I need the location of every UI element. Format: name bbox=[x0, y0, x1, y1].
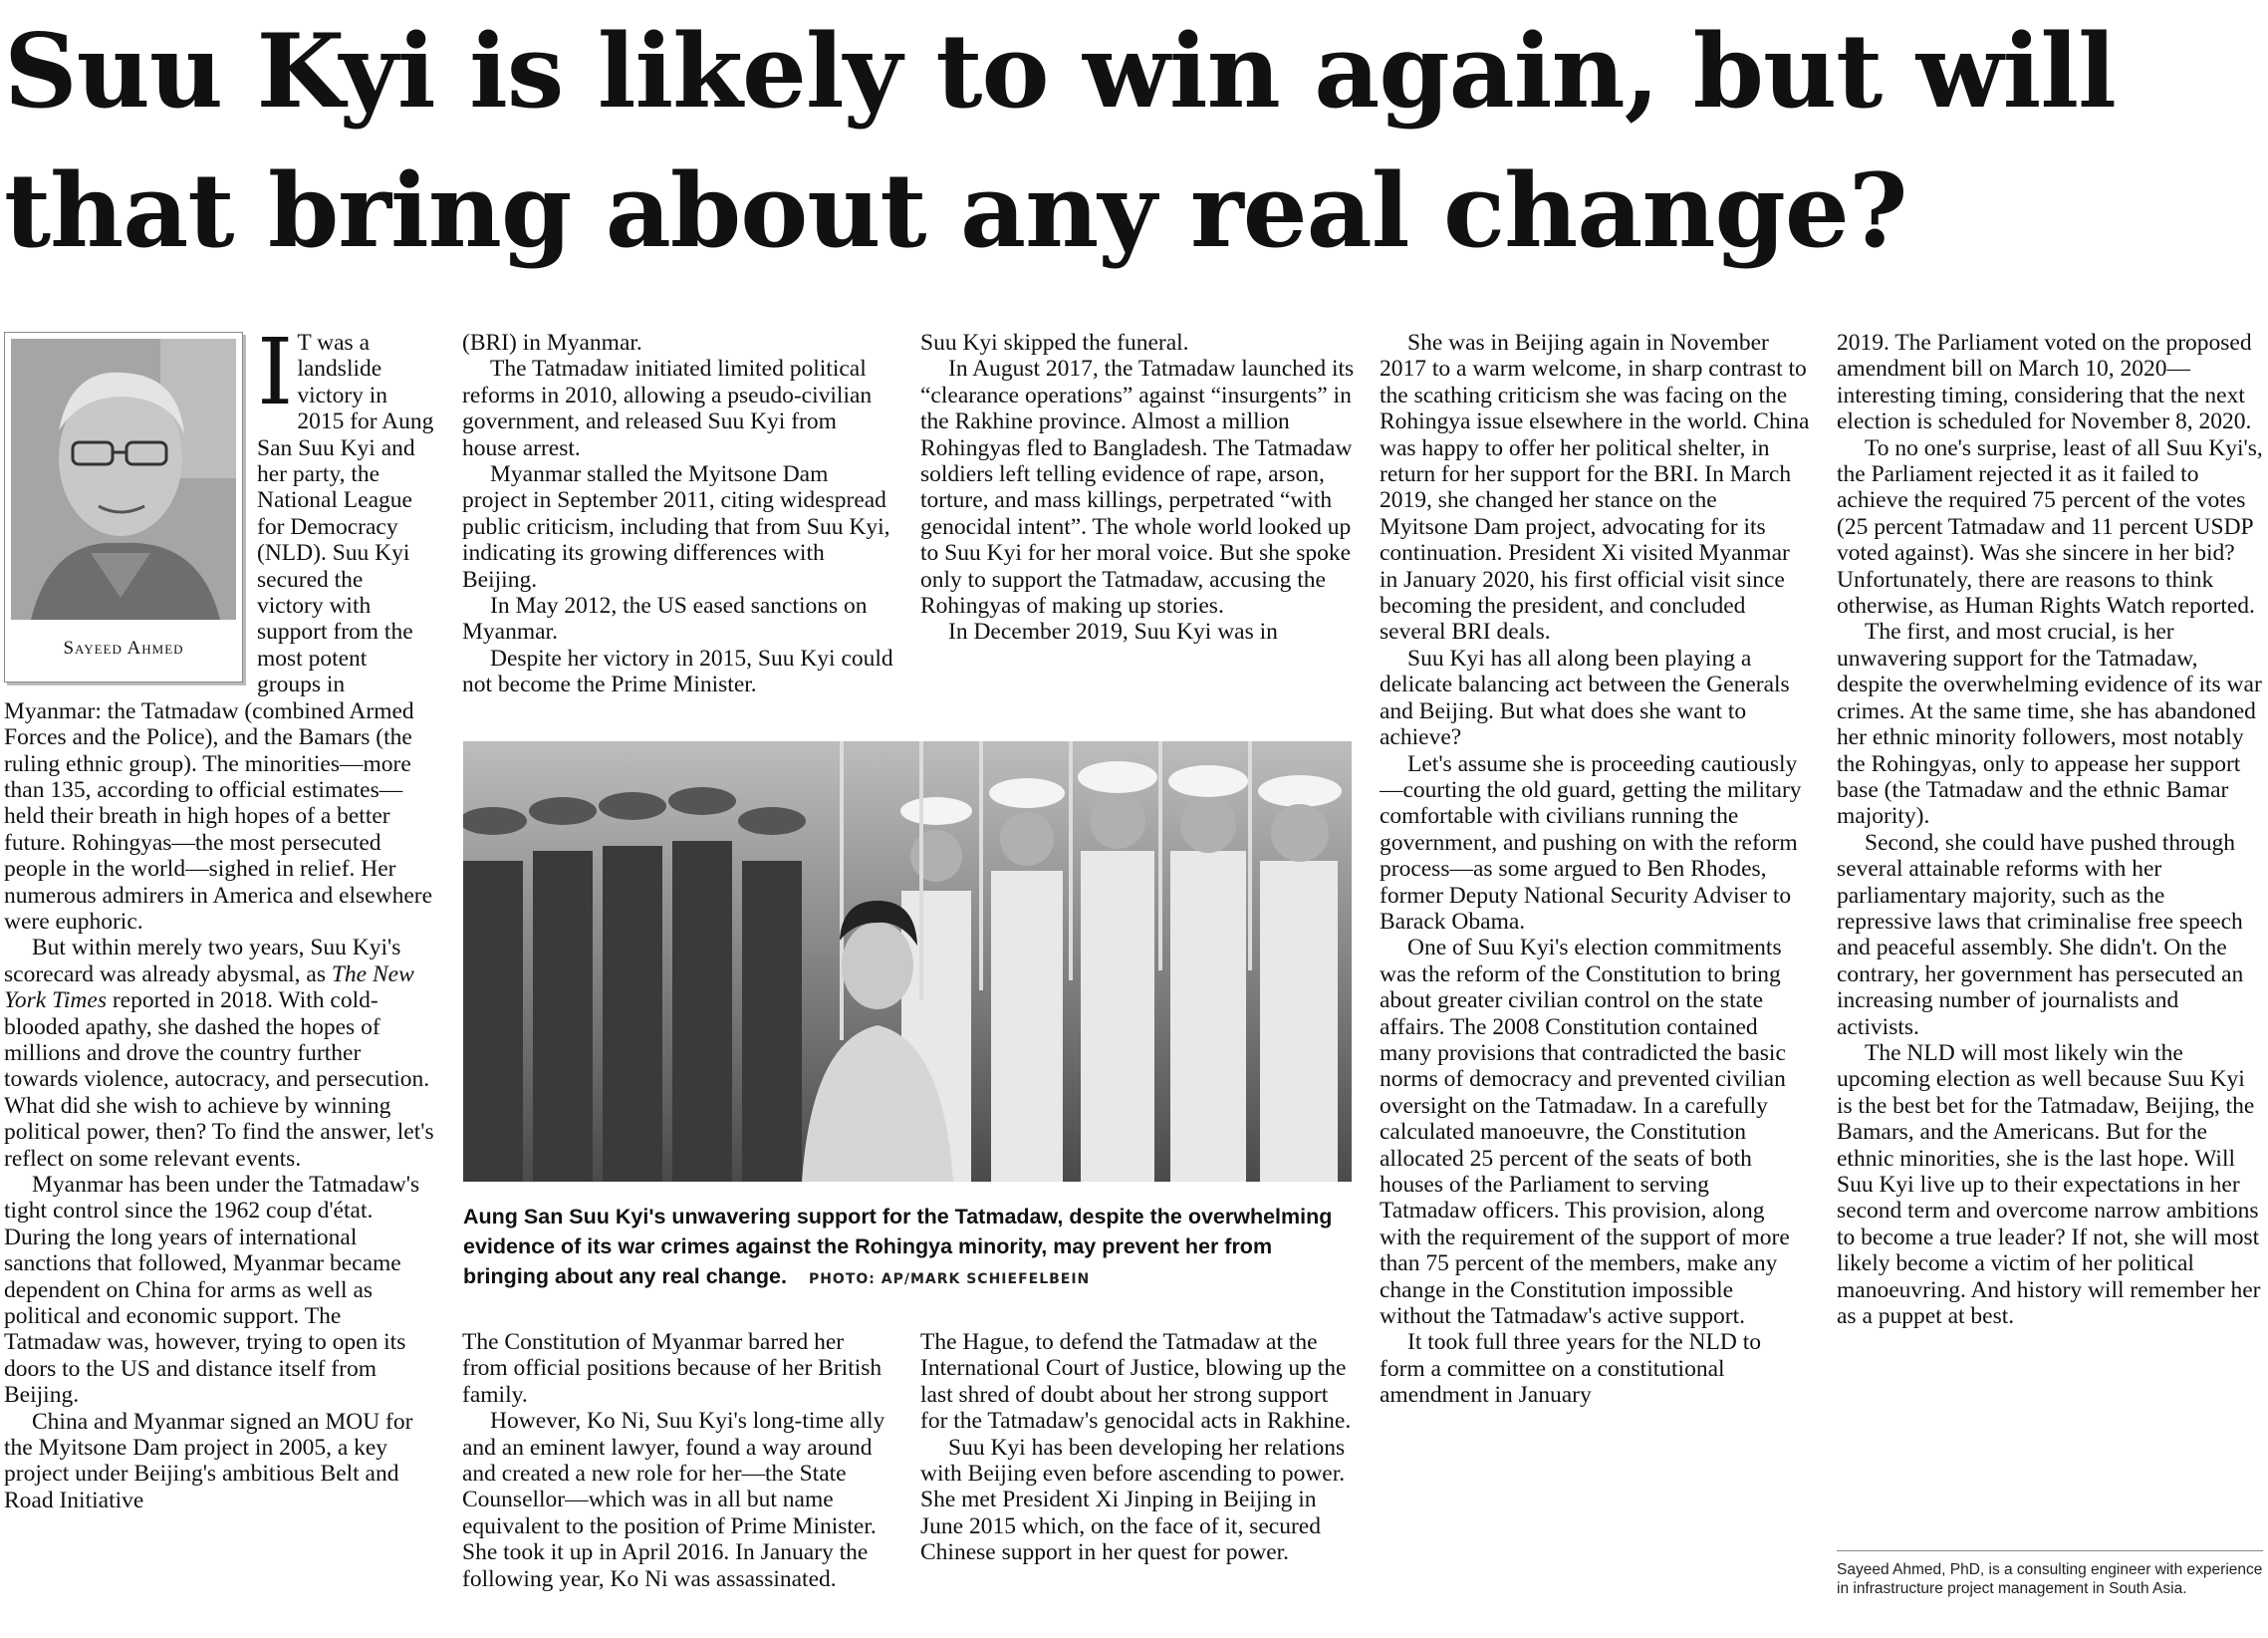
bio-divider bbox=[1837, 1550, 2263, 1551]
paragraph: The Hague, to defend the Tatmadaw at the International Court of Justice, blowing up the last shred of doubt about her strong support for the Tatmadaw's genocidal acts in Rakhine. bbox=[920, 1329, 1352, 1435]
headline bbox=[4, 2, 2265, 281]
paragraph: In December 2019, Suu Kyi was in bbox=[948, 619, 1278, 646]
paragraph: The Tatmadaw initiated limited political reforms in 2010, allowing a pseudo-civilian government, and released Suu Kyi from house arrest. bbox=[462, 356, 873, 461]
drop-cap: I bbox=[257, 330, 294, 425]
author-bio: Sayeed Ahmed, PhD, is a consulting engineer with experience in infrastructure project management in South Asia. bbox=[1837, 1561, 2263, 1597]
paragraph: One of Suu Kyi's election commitments was the reform of the Constitution to bring about greater civilian control on the state affairs. The 2008 Constitution contained many provisions that contradicted the basic norms of democracy and prevented civilian oversight on the Tatmadaw. In a carefully calculated manoeuvre, the Constitution allocated 25 percent of the seats of both houses of the Parliament to serving Tatmadaw officers. This provision, along with the requirement of the support of more than 75 percent of the members, make any change in the Constitution impossible without the Tatmadaw's active support. bbox=[1380, 935, 1790, 1330]
paragraph: It took full three years for the NLD to form a committee on a constitutional amendment in January bbox=[1380, 1329, 1762, 1409]
paragraph: The NLD will most likely win the upcoming election as well because Suu Kyi is the best bet for the Tatmadaw, Beijing, the Bamars, and the Americans. But for the ethnic minorities, she is the last hope. Will Suu Kyi live up to their expectations in her second term and overcome narrow ambitions to become a true leader? If not, she will most likely become a victim of her political manoeuvring. And history will remember her as a puppet at best. bbox=[1837, 1039, 2261, 1330]
headline-line-2: that bring about any real change? bbox=[4, 151, 1907, 271]
author-mugshot-frame bbox=[4, 332, 243, 682]
paragraph: The first, and most crucial, is her unwavering support for the Tatmadaw, despite the overwhelming evidence of its war crimes. At the same time, she has abandoned her ethnic minority followers, most notably the Rohingyas, only to appease her support base (the Tatmadaw and the ethnic Bamar majority). bbox=[1837, 619, 2262, 830]
paragraph-text: But within merely two years, Suu Kyi's scorecard was already abysmal, as bbox=[4, 935, 401, 987]
paragraph: She was in Beijing again in November 2017 to a warm welcome, in sharp contrast to the scathing criticism she was facing on the Rohingya issue elsewhere in the world. China was happy to offer her political shelter, in return for her support for the BRI. In March 2019, she changed her stance on the Myitsone Dam project, advocating for its continuation. President Xi visited Myanmar in January 2020, his first official visit since becoming the president, and concluded several BRI deals. bbox=[1380, 330, 1810, 646]
paragraph: (BRI) in Myanmar. bbox=[462, 330, 642, 356]
headline-line-1: Suu Kyi is likely to win again, but will bbox=[4, 12, 2116, 132]
paragraph: China and Myanmar signed an MOU for the Myitsone Dam project in 2005, a key project under Beijing's ambitious Belt and Road Initiative bbox=[4, 1408, 413, 1513]
caption-text: Aung San Suu Kyi's unwavering support for the Tatmadaw, despite the overwhelming evidence of its war crimes against the Rohingya minority, may prevent her from bringing about any real change. bbox=[463, 1205, 1333, 1288]
paragraph: 2019. The Parliament voted on the proposed amendment bill on March 10, 2020—interesting timing, considering that the next election is scheduled for November 8, 2020. bbox=[1837, 330, 2252, 435]
paragraph bbox=[4, 935, 434, 1172]
paragraph: In May 2012, the US eased sanctions on Myanmar. bbox=[462, 593, 868, 646]
photo-caption bbox=[463, 1202, 1360, 1294]
article-column-2-continued bbox=[462, 1329, 894, 1630]
paragraph: Suu Kyi has all along been playing a delicate balancing act between the Generals and Beijing. But what does she want to achieve? bbox=[1380, 645, 1790, 751]
author-photo bbox=[11, 339, 236, 620]
article-column-3 bbox=[920, 330, 1355, 726]
photo-credit: PHOTO: AP/MARK SCHIEFELBEIN bbox=[808, 1271, 1091, 1287]
article-column-1 bbox=[4, 330, 434, 1630]
paragraph: Suu Kyi skipped the funeral. bbox=[920, 330, 1189, 356]
author-byline: Sayeed Ahmed bbox=[63, 638, 184, 659]
paragraph-text: reported in 2018. With cold-blooded apathy, she dashed the hopes of millions and drove the country further towards violence, autocracy, and persecution. What did she wish to achieve by winning political power, then? To find the answer, let's reflect on some relevant events. bbox=[4, 987, 434, 1172]
paragraph: To no one's surprise, least of all Suu Kyi's, the Parliament rejected it as it failed to achieve the required 75 percent of the votes (25 percent Tatmadaw and 11 percent USDP voted against). Was she sincere in her bid? Unfortunately, there are reasons to think otherwise, as Human Rights Watch reported. bbox=[1837, 434, 2263, 620]
paragraph: Second, she could have pushed through several attainable reforms with her parliamentary majority, such as the repressive laws that criminalise free speech and peaceful assembly. She didn't. On the contrary, her government has persecuted an increasing number of journalists and activists. bbox=[1837, 829, 2244, 1040]
paragraph: Despite her victory in 2015, Suu Kyi could not become the Prime Minister. bbox=[462, 645, 893, 698]
article-column-5 bbox=[1837, 330, 2265, 1545]
paragraph: The Constitution of Myanmar barred her from official positions because of her British family. bbox=[462, 1329, 882, 1408]
article-column-3-continued bbox=[920, 1329, 1355, 1630]
article-column-2 bbox=[462, 330, 894, 726]
paragraph: Myanmar stalled the Myitsone Dam project in September 2011, citing widespread public criticism, including that from Suu Kyi, indicating its growing differences with Beijing. bbox=[462, 461, 890, 593]
article-column-4 bbox=[1380, 330, 1810, 1630]
paragraph: In August 2017, the Tatmadaw launched its “clearance operations” against “insurgents” in the Rakhine province. Almost a million Rohingyas fled to Bangladesh. The Tatmadaw soldiers left telling evidence of rape, arson, torture, and mass killings, perpetrated “with genocidal intent”. The whole world looked up to Suu Kyi for her moral voice. But she spoke only to support the Tatmadaw, accusing the Rohingyas of making up stories. bbox=[920, 356, 1355, 620]
paragraph: Myanmar has been under the Tatmadaw's tight control since the 1962 coup d'état. During the long years of international sanctions that followed, Myanmar became dependent on China for arms as well as political and economic support. The Tatmadaw was, however, trying to open its doors to the US and distance itself from Beijing. bbox=[4, 1172, 420, 1409]
paragraph: Let's assume she is proceeding cautiously—courting the old guard, getting the military comfortable with civilians running the government, and pushing on with the reform process—as some argued to Ben Rhodes, former Deputy National Security Adviser to Barack Obama. bbox=[1380, 750, 1802, 935]
paragraph: Suu Kyi has been developing her relations with Beijing even before ascending to power. She met President Xi Jinping in Beijing in June 2015 which, on the face of it, secured Chinese support in her quest for power. bbox=[920, 1434, 1346, 1566]
publication-name: The New York Times bbox=[4, 960, 414, 1014]
paragraph: T was a landslide victory in 2015 for Aung San Suu Kyi and her party, the National League for Democracy (NLD). Suu Kyi secured the victory with support from the most potent groups in Myanmar: the Tatmadaw (combined Armed Forces and the Police), and the Bamars (the ruling ethnic group). The minorities—more than 135, according to official estimates—held their breath in high hopes of a better future. Rohingyas—the most persecuted people in the world—sighed in relief. Her numerous admirers in America and elsewhere were euphoric. bbox=[4, 330, 434, 935]
paragraph: However, Ko Ni, Suu Kyi's long-time ally and an eminent lawyer, found a way around and created a new role for her—the State Counsellor—which was in all but name equivalent to the position of Prime Minister. She took it up in April 2016. In January the following year, Ko Ni was assassinated. bbox=[462, 1408, 885, 1592]
article-photo bbox=[463, 741, 1352, 1182]
